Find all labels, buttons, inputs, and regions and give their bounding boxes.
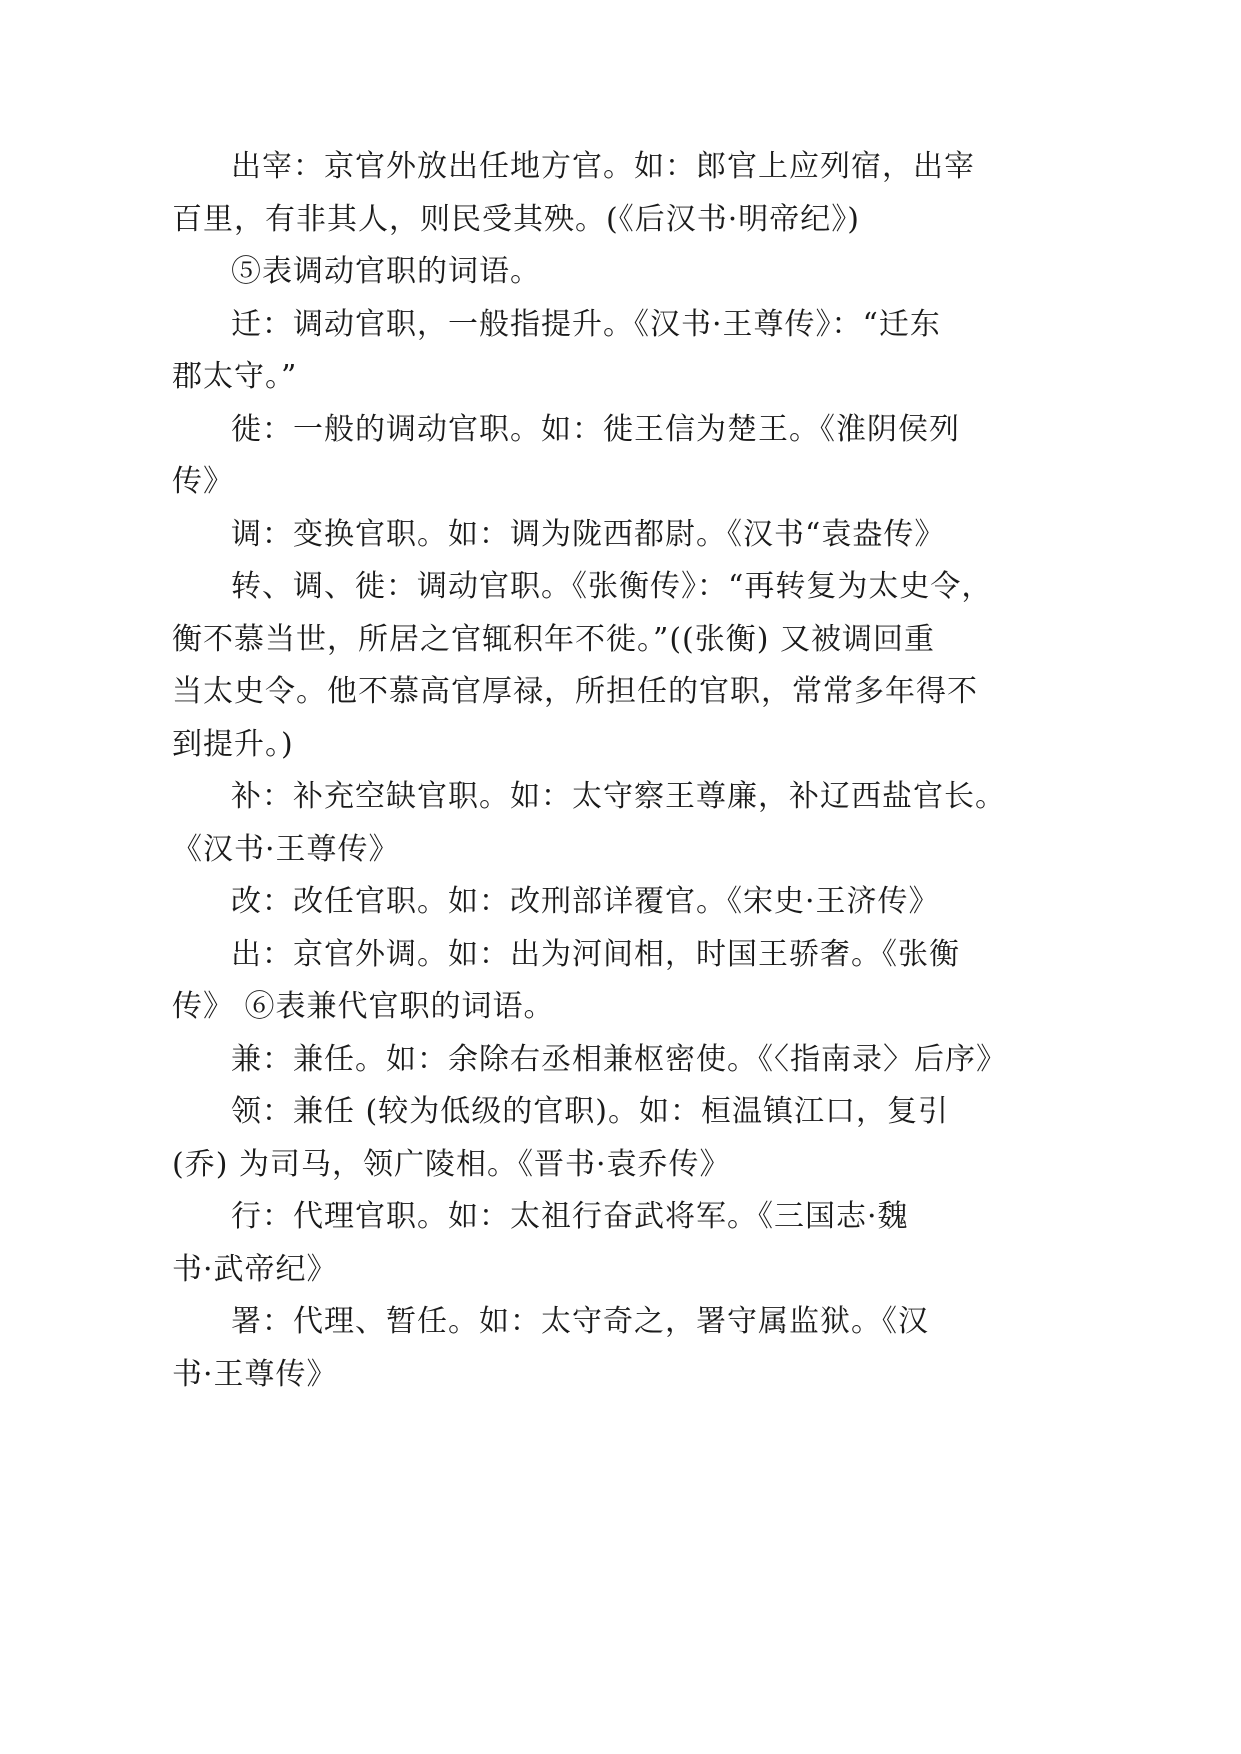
text-line: 补：补充空缺官职。如：太守察王尊廉，补辽西盐官长。 — [231, 779, 1006, 814]
text-line: (乔) 为司马，领广陵相。《晋书·袁乔传》 — [172, 1147, 731, 1182]
text-line: 改：改任官职。如：改刑部详覆官。《宋史·王济传》 — [231, 884, 940, 919]
text-line: 书·王尊传》 — [172, 1357, 338, 1392]
text-line: 传》 — [172, 464, 234, 499]
text-line: 出：京官外调。如：出为河间相，时国王骄奢。《张衡 — [231, 937, 960, 972]
text-line: 转、调、徙：调动官职。《张衡传》：“再转复为太史令， — [231, 569, 993, 604]
text-line: 出宰：京官外放出任地方官。如：郎官上应列宿，出宰 — [231, 149, 975, 184]
text-line: 调：变换官职。如：调为陇西都尉。《汉书“袁盎传》 — [231, 517, 946, 552]
text-line: 到提升。) — [172, 727, 294, 762]
text-line: 传》 ⑥表兼代官职的词语。 — [172, 989, 555, 1024]
text-line: 当太史令。他不慕高官厚禄，所担任的官职，常常多年得不 — [172, 674, 978, 709]
text-line: 百里，有非其人，则民受其殃。(《后汉书·明帝纪》) — [172, 202, 860, 237]
text-line: 兼：兼任。如：余除右丞相兼枢密使。《〈指南录〉后序》 — [231, 1042, 1007, 1077]
text-line: 郡太守。” — [172, 359, 298, 394]
text-line: 书·武帝纪》 — [172, 1252, 338, 1287]
text-line: 署：代理、暂任。如：太守奇之，署守属监狱。《汉 — [231, 1304, 929, 1339]
text-line: ⑤表调动官职的词语。 — [231, 254, 541, 289]
text-line: 衡不慕当世，所居之官辄积年不徙。”((张衡) 又被调回重 — [172, 622, 935, 657]
text-line: 《汉书·王尊传》 — [172, 832, 400, 867]
text-line: 领：兼任 (较为低级的官职)。如：桓温镇江口，复引 — [231, 1094, 949, 1129]
text-line: 行：代理官职。如：太祖行奋武将军。《三国志·魏 — [231, 1199, 909, 1234]
text-line: 迁：调动官职，一般指提升。《汉书·王尊传》：“迁东 — [231, 307, 941, 342]
text-line: 徙：一般的调动官职。如：徙王信为楚王。《淮阴侯列 — [231, 412, 960, 447]
